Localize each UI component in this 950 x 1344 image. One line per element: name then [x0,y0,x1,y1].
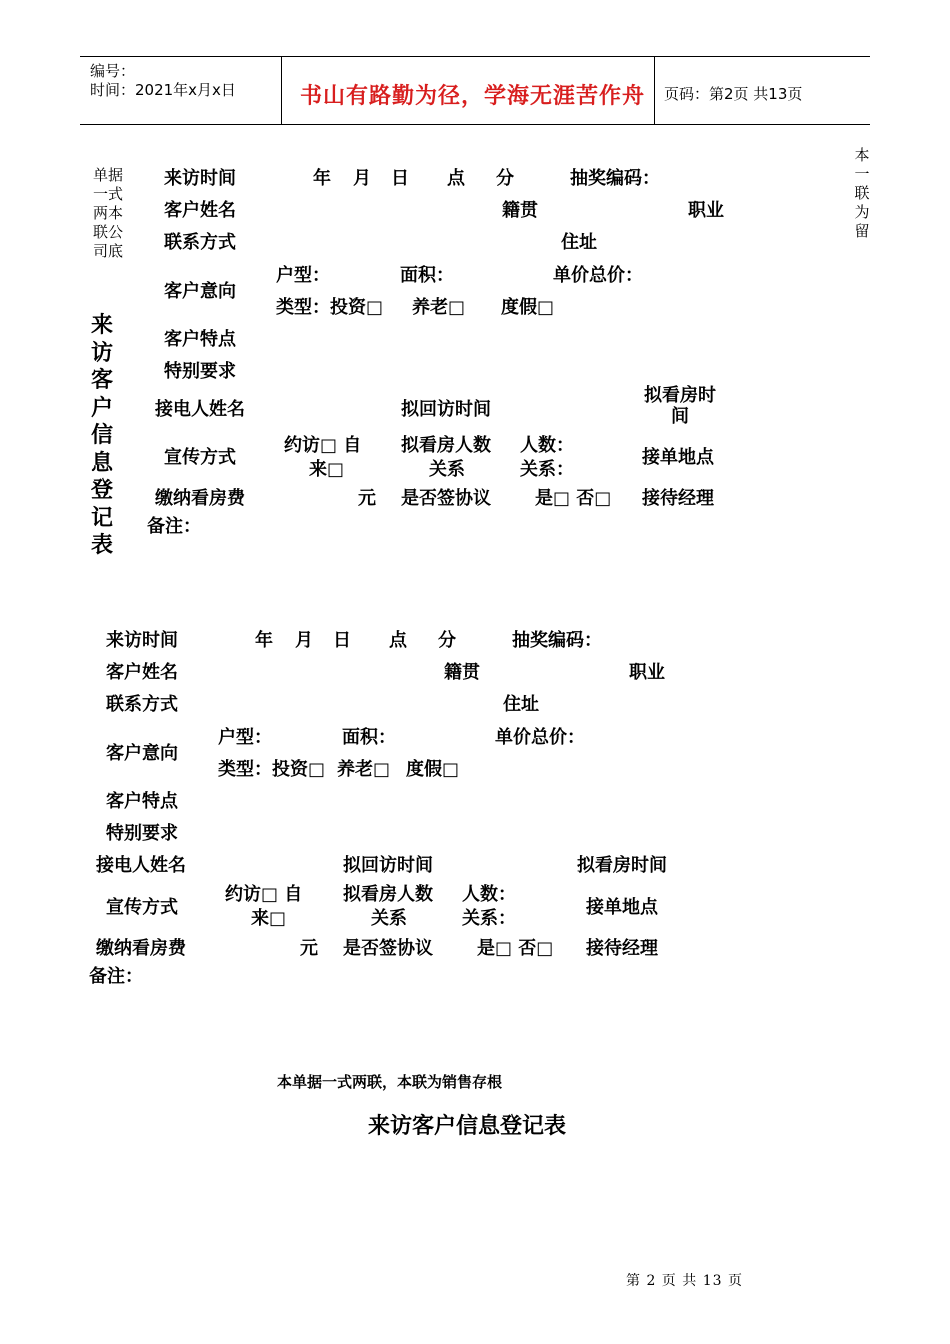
intention-label-2: 客户意向 [106,743,178,764]
time-label: 时间：2021年x月x日 [90,81,236,99]
contact-label: 联系方式 [164,232,236,253]
revisit-time-label-2: 拟回访时间 [343,855,433,876]
visit-time-label: 来访时间 [164,168,236,189]
yes-no-checkbox[interactable]: 是□ 否□ [535,488,612,509]
relation2-label-2: 关系： [462,908,516,929]
viewing-time-label: 拟看房时间 [644,385,716,427]
pickup-place-label-2: 接单地点 [586,897,658,918]
minute-label-2: 分 [438,630,456,651]
people-label: 人数： [520,435,574,456]
contact-label-2: 联系方式 [106,694,178,715]
yes-no-checkbox-2[interactable]: 是□ 否□ [477,938,554,959]
month-label: 月 [353,168,371,189]
price-label: 单价总价： [553,265,643,286]
occupation-label: 职业 [688,200,724,221]
native-place-label: 籍贯 [502,200,538,221]
special-req-label-2: 特别要求 [106,823,178,844]
header-top-rule [80,56,870,57]
holiday-checkbox-2[interactable]: 度假□ [406,759,460,780]
left-side-note: 单据一式两本联公司底 [92,166,123,260]
special-req-label: 特别要求 [164,361,236,382]
header-motto: 书山有路勤为径，学海无涯苦作舟 [300,84,646,109]
holiday-checkbox[interactable]: 度假□ [501,297,555,318]
customer-name-label: 客户姓名 [164,200,236,221]
yuan-label: 元 [358,488,376,509]
walkin-checkbox-2[interactable]: 来□ [251,908,287,929]
viewers-count-label: 拟看房人数 [401,435,491,456]
year-label-2: 年 [255,630,273,651]
customer-name-label-2: 客户姓名 [106,662,178,683]
minute-label: 分 [496,168,514,189]
features-label-2: 客户特点 [106,791,178,812]
agreement-label: 是否签协议 [401,488,491,509]
month-label-2: 月 [295,630,313,651]
lottery-code-label: 抽奖编码： [570,168,660,189]
viewers-count-label-2: 拟看房人数 [343,884,433,905]
type-investment-checkbox[interactable]: 类型：投资□ [276,297,384,318]
hour-label-2: 点 [389,630,407,651]
elderly-checkbox-2[interactable]: 养老□ [337,759,391,780]
relation2-label: 关系： [520,459,574,480]
right-side-note: 本一联为留 [854,146,870,240]
type-investment-checkbox-2[interactable]: 类型：投资□ [218,759,326,780]
manager-label: 接待经理 [642,488,714,509]
address-label-2: 住址 [503,694,539,715]
elderly-checkbox[interactable]: 养老□ [412,297,466,318]
receiver-name-label: 接电人姓名 [155,399,245,420]
house-type-label-2: 户型： [218,727,272,748]
bottom-title: 来访客户信息登记表 [368,1114,567,1139]
notes-label-2: 备注： [89,966,143,987]
promo-label-2: 宣传方式 [106,897,178,918]
agreement-label-2: 是否签协议 [343,938,433,959]
yuan-label-2: 元 [300,938,318,959]
appointment-checkbox-2[interactable]: 约访□ 自 [225,884,303,905]
fee-label-2: 缴纳看房费 [96,938,186,959]
serial-label: 编号： [90,62,136,80]
people-label-2: 人数： [462,884,516,905]
price-label-2: 单价总价： [495,727,585,748]
area-label: 面积： [400,265,454,286]
fee-label: 缴纳看房费 [155,488,245,509]
day-label-2: 日 [333,630,351,651]
page-info: 页码：第2页 共13页 [664,85,803,103]
form-title-vertical: 来访客户信息登记表 [90,313,113,558]
relation-label: 关系 [429,459,465,480]
revisit-time-label: 拟回访时间 [401,399,491,420]
header-bottom-rule [80,124,870,125]
appointment-checkbox[interactable]: 约访□ 自 [284,435,362,456]
visit-time-label-2: 来访时间 [106,630,178,651]
features-label: 客户特点 [164,329,236,350]
page-footer: 第 2 页 共 13 页 [626,1273,743,1289]
notes-label: 备注： [147,516,201,537]
address-label: 住址 [561,232,597,253]
pickup-place-label: 接单地点 [642,447,714,468]
viewing-time-label-2: 拟看房时间 [577,855,667,876]
house-type-label: 户型： [276,265,330,286]
header-divider-2 [654,56,655,125]
hour-label: 点 [447,168,465,189]
walkin-checkbox[interactable]: 来□ [309,459,345,480]
intention-label: 客户意向 [164,281,236,302]
occupation-label-2: 职业 [629,662,665,683]
area-label-2: 面积： [342,727,396,748]
day-label: 日 [391,168,409,189]
manager-label-2: 接待经理 [586,938,658,959]
relation-label-2: 关系 [371,908,407,929]
lottery-code-label-2: 抽奖编码： [512,630,602,651]
native-place-label-2: 籍贯 [444,662,480,683]
receiver-name-label-2: 接电人姓名 [96,855,186,876]
promo-label: 宣传方式 [164,447,236,468]
year-label: 年 [313,168,331,189]
header-divider-1 [281,56,282,125]
stub-note: 本单据一式两联，本联为销售存根 [277,1073,503,1091]
